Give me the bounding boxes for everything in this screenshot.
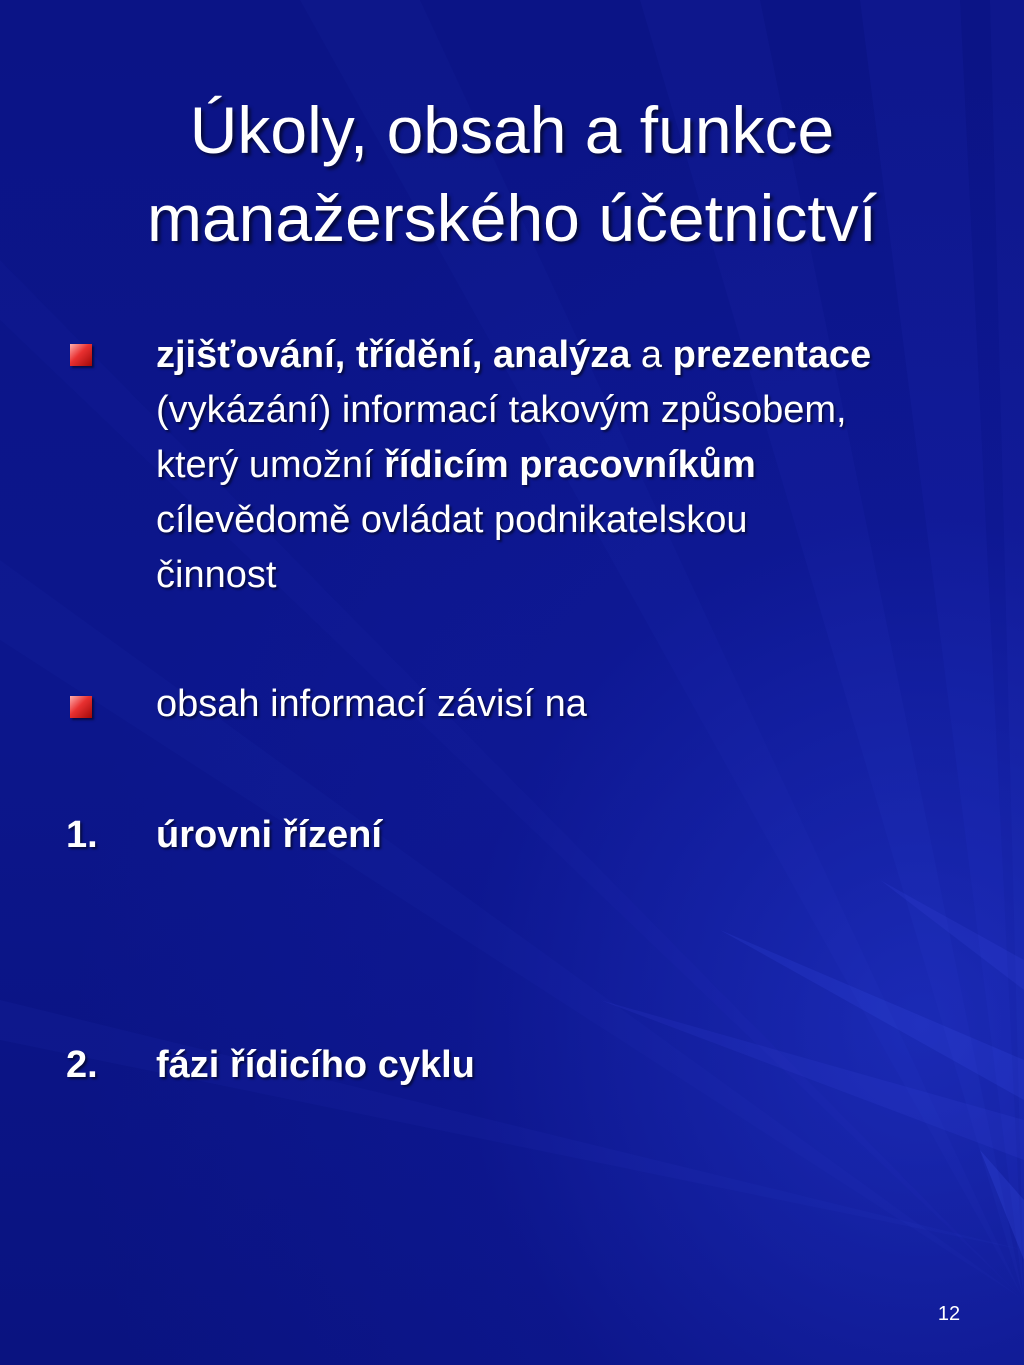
bullet-1-bold-2: prezentace (672, 334, 872, 376)
list-item-2-text: fázi řídicího cyklu (156, 1044, 475, 1086)
bullet-1-bold-3: řídicím pracovníkům (384, 444, 756, 486)
bullet-1-bold-1: zjišťování, třídění, analýza (156, 334, 631, 376)
bullet-square-icon (70, 344, 92, 366)
list-number-1: 1. (66, 814, 98, 856)
title-line-2: manažerského účetnictví (146, 181, 878, 255)
slide-number: 12 (937, 1303, 961, 1325)
list-number-2: 2. (66, 1044, 98, 1086)
bullet-1-normal-2: (vykázání) informací takovým způsobem, který umožní (156, 389, 847, 486)
bullet-square-icon (70, 696, 92, 718)
bullet-1-normal-1: a (630, 334, 673, 376)
title-line-1: Úkoly, obsah a funkce (189, 93, 835, 167)
bullet-2-text: obsah informací závisí na (156, 683, 587, 725)
list-item-1-text: úrovni řízení (156, 814, 382, 856)
bullet-1-normal-3: cílevědomě ovládat podnikatelskou činnost (156, 499, 748, 596)
slide-title (40, 86, 984, 262)
bullet-1-text (156, 328, 876, 603)
